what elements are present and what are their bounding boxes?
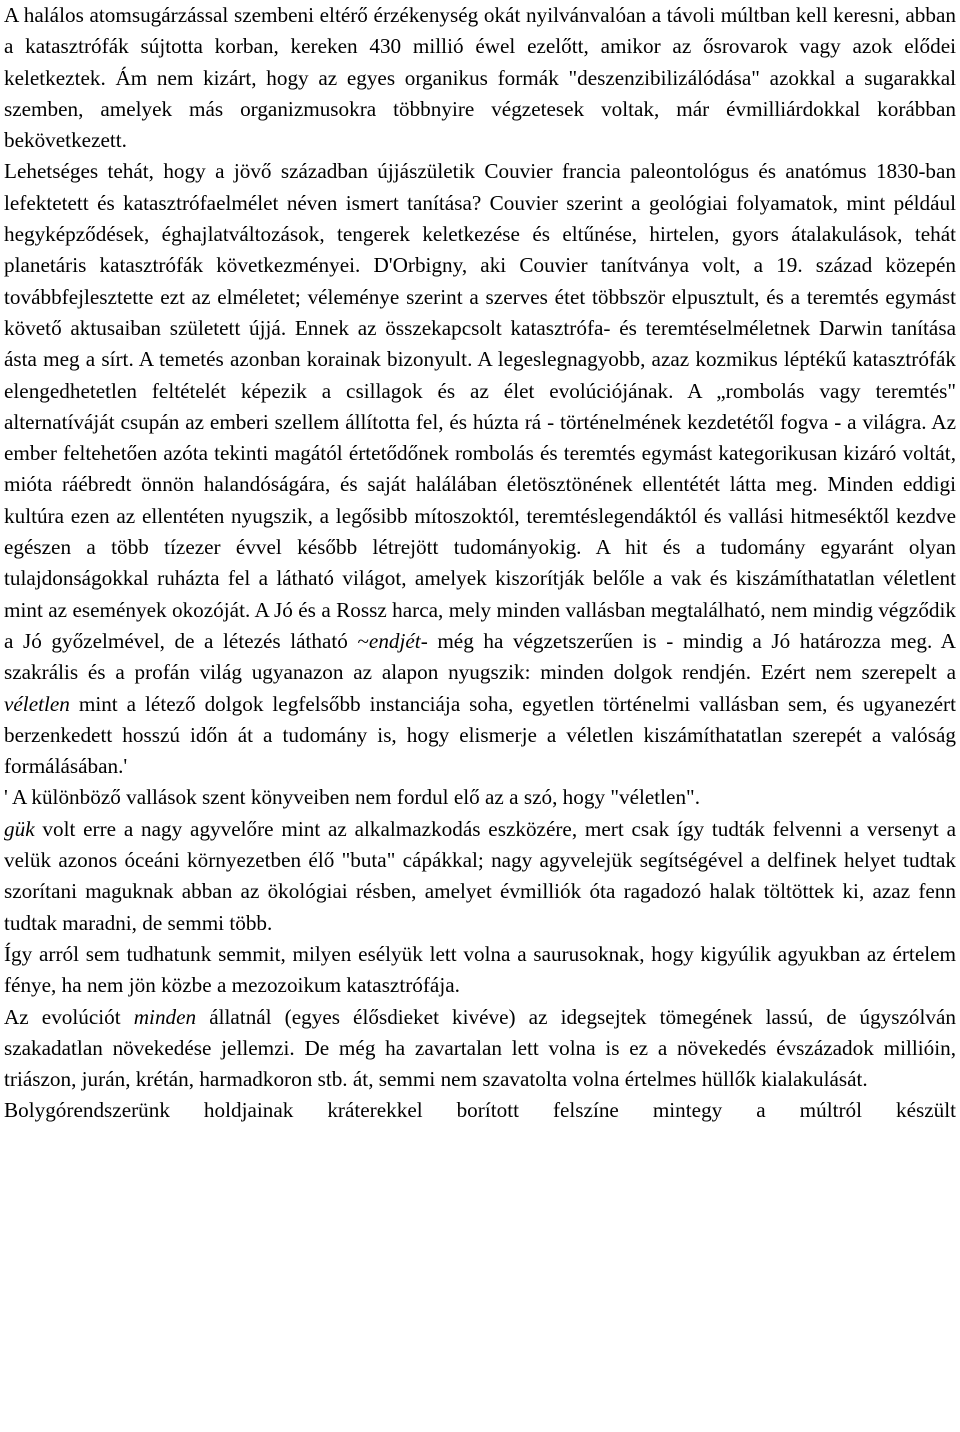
italic-text: minden [133,1004,197,1029]
italic-text: gük [4,816,35,841]
text-run: A halálos atomsugárzással szembeni eltérő érzékenység okát nyilvánvalóan a távoli múltban kell keresni, abban a katasztrófák sújtotta korban, kereken 430 millió éwel ezelőtt, amikor az ősrovarok vagy azok elődei keletkeztek. Ám nem kizárt, hogy az egyes organikus formák "deszenzibilizálódása" azokkal a sugarakkal szemben, amelyek más organizmusokra többnyire végzetesek voltak, már évmilliárdokkal korábban bekövetkezett. [4,3,956,153]
document-page [4,0,956,1127]
text-run: mint a létező dolgok legfelsőbb instanciája soha, egyetlen történelmi vallásban sem, és ugyanezért berzenkedett hosszú időn át a tudomány is, hogy elismerje a véletlen kiszámíthatatlan szerepét a valóság formálásában.' [4,691,956,779]
paragraph [4,156,956,782]
text-run: Így arról sem tudhatunk semmit, milyen esélyük lett volna a saurusoknak, hogy kigyúlik agyukban az értelem fénye, ha nem jön közbe a mezozoikum katasztrófája. [4,941,956,998]
paragraph [4,1095,956,1126]
text-run: állatnál (egyes élősdieket kivéve) az idegsejtek tömegének lassú, de úgyszólván szakadatlan növekedése jellemzi. De még ha zavartalan lett volna is ez a növekedés évszázadok millióin, triászon, jurán, krétán, harmadkoron stb. át, semmi nem szavatolta volna értelmes hüllők kialakulását. [4,1004,956,1092]
paragraph [4,939,956,1002]
text-run: - még ha végzetszerűen is - mindig a Jó határozza meg. A szakrális és a profán világ ugyanazon az alapon nyugszik: minden dolgok rendjén. Ezért nem szerepelt a [4,628,956,685]
paragraph [4,782,956,813]
italic-text: endjét [368,628,421,653]
text-run: volt erre a nagy agyvelőre mint az alkalmazkodás eszközére, mert csak így tudták felvenni a versenyt a velük azonos óceáni környezetben élő "buta" cápákkal; nagy agyvelejük segítségével a delfinek helyet tudtak szorítani maguknak abban az ökológiai résben, amelyet évmilliók óta ragadozó halak töltöttek ki, azaz fenn tudtak maradni, de semmi több. [4,816,956,935]
text-run: Az evolúciót [4,1004,134,1029]
text-run: ' A különböző vallások szent könyveiben nem fordul elő az a szó, hogy "véletlen". [4,785,700,810]
paragraph [4,1002,956,1096]
paragraph [4,0,956,156]
text-run: Lehetséges tehát, hogy a jövő században újjászületik Couvier francia paleontológus és anatómus 1830-ban lefektetett és katasztrófaelmélet néven ismert tanítása? Couvier szerint a geológiai folyamatok, mint például hegyképződések, éghajlatváltozások, tengerek keletkezése és eltűnése, hirtelen, gyors átalakulások, tehát planetáris katasztrófák következményei. D'Orbigny, aki Couvier tanítványa volt, a 19. század közepén továbbfejlesztette ezt az elméletet; véleménye szerint a szerves étet többször elpusztult, és a teremtés egymást követő aktusaiban született újjá. Ennek az összekapcsolt katasztrófa- és teremtéselméletnek Darwin tanítása ásta meg a sírt. A temetés azonban korainak bizonyult. A legeslegnagyobb, azaz kozmikus léptékű katasztrófák elengedhetetlen feltételét képezik a csillagok és az élet evolúciójának. A „rombolás vagy teremtés" alternatíváját csupán az emberi szellem állította fel, és húzta rá - történelmének kezdetétől fogva - a világra. Az ember feltehetően azóta tekinti magától értetődőnek rombolás és teremtés egymást kategorikusan kizáró voltát, mióta ráébredt önnön halandóságára, és saját halálában életösztönének ellentétét látta meg. Minden eddigi kultúra ezen az ellentéten nyugszik, a legősibb mítoszoktól, teremtéslegendáktól és vallási hitmeséktől kezdve egészen a több tízezer évvel később létrejött tudományokig. A hit és a tudomány egyaránt olyan tulajdonságokkal ruházta fel a látható világot, amelyek kiszorítják belőle a vak és kiszámíthatatlan véletlent mint az események okozóját. A Jó és a Rossz harca, mely minden vallásban megtalálható, nem mindig végződik a Jó győzelmével, de a létezés látható ~ [4,159,956,653]
paragraph [4,814,956,939]
text-run: Bolygórendszerünk holdjainak kráterekkel borított felszíne mintegy a múltról készült [4,1098,956,1123]
italic-text: véletlen [4,691,70,716]
